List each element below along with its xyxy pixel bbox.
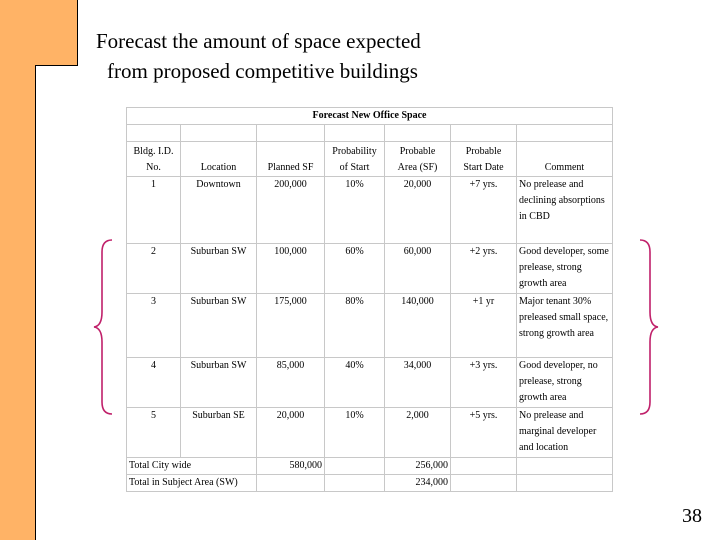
cell-comment: No prelease and declining absorptions in CBD: [517, 177, 613, 244]
total-area: 234,000: [385, 475, 451, 492]
cell-start: +1 yr: [451, 294, 517, 358]
cell-start: +2 yrs.: [451, 244, 517, 294]
cell-id: 4: [127, 358, 181, 408]
cell-start: +3 yrs.: [451, 358, 517, 408]
table-title: Forecast New Office Space: [127, 108, 613, 125]
cell-comment: No prelease and marginal developer and location: [517, 408, 613, 458]
cell-location: Suburban SW: [181, 358, 257, 408]
table-row: [127, 358, 613, 408]
decorative-side-bar: [0, 65, 36, 540]
table-row: [127, 294, 613, 358]
header-planned-sf: Planned SF: [257, 142, 325, 177]
header-probability: Probability of Start: [325, 142, 385, 177]
table-row: [127, 244, 613, 294]
cell-area: 140,000: [385, 294, 451, 358]
cell-start: +5 yrs.: [451, 408, 517, 458]
cell-planned-sf: 85,000: [257, 358, 325, 408]
slide-title-line1: Forecast the amount of space expected: [96, 29, 421, 53]
forecast-table: [126, 107, 613, 492]
cell-planned-sf: 200,000: [257, 177, 325, 244]
right-brace-icon: [636, 238, 660, 416]
cell-id: 2: [127, 244, 181, 294]
left-brace-icon: [92, 238, 116, 416]
cell-probability: 10%: [325, 177, 385, 244]
table-total-row: [127, 458, 613, 475]
cell-probability: 40%: [325, 358, 385, 408]
cell-location: Downtown: [181, 177, 257, 244]
table-total-row: [127, 475, 613, 492]
cell-start: +7 yrs.: [451, 177, 517, 244]
cell-comment: Major tenant 30% preleased small space, strong growth area: [517, 294, 613, 358]
header-bldg-id: Bldg. I.D. No.: [127, 142, 181, 177]
cell-area: 60,000: [385, 244, 451, 294]
cell-planned-sf: 175,000: [257, 294, 325, 358]
cell-location: Suburban SE: [181, 408, 257, 458]
cell-probability: 80%: [325, 294, 385, 358]
header-start-date: Probable Start Date: [451, 142, 517, 177]
table-header-row: [127, 142, 613, 177]
cell-probability: 10%: [325, 408, 385, 458]
cell-id: 1: [127, 177, 181, 244]
page-number: 38: [682, 505, 702, 527]
cell-id: 5: [127, 408, 181, 458]
cell-area: 2,000: [385, 408, 451, 458]
header-comment: Comment: [517, 142, 613, 177]
cell-area: 20,000: [385, 177, 451, 244]
total-planned-sf: 580,000: [257, 458, 325, 475]
total-planned-sf: [257, 475, 325, 492]
cell-comment: Good developer, some prelease, strong growth area: [517, 244, 613, 294]
cell-location: Suburban SW: [181, 244, 257, 294]
cell-location: Suburban SW: [181, 294, 257, 358]
cell-comment: Good developer, no prelease, strong growth area: [517, 358, 613, 408]
slide-title: [96, 26, 421, 86]
header-probable-area: Probable Area (SF): [385, 142, 451, 177]
cell-area: 34,000: [385, 358, 451, 408]
header-location: Location: [181, 142, 257, 177]
decorative-corner-block: [0, 0, 78, 66]
slide-title-line2: from proposed competitive buildings: [107, 59, 418, 83]
cell-planned-sf: 20,000: [257, 408, 325, 458]
total-label: Total City wide: [127, 458, 257, 475]
total-area: 256,000: [385, 458, 451, 475]
table-row: [127, 408, 613, 458]
total-label: Total in Subject Area (SW): [127, 475, 257, 492]
cell-planned-sf: 100,000: [257, 244, 325, 294]
cell-probability: 60%: [325, 244, 385, 294]
cell-id: 3: [127, 294, 181, 358]
table-row: [127, 177, 613, 244]
